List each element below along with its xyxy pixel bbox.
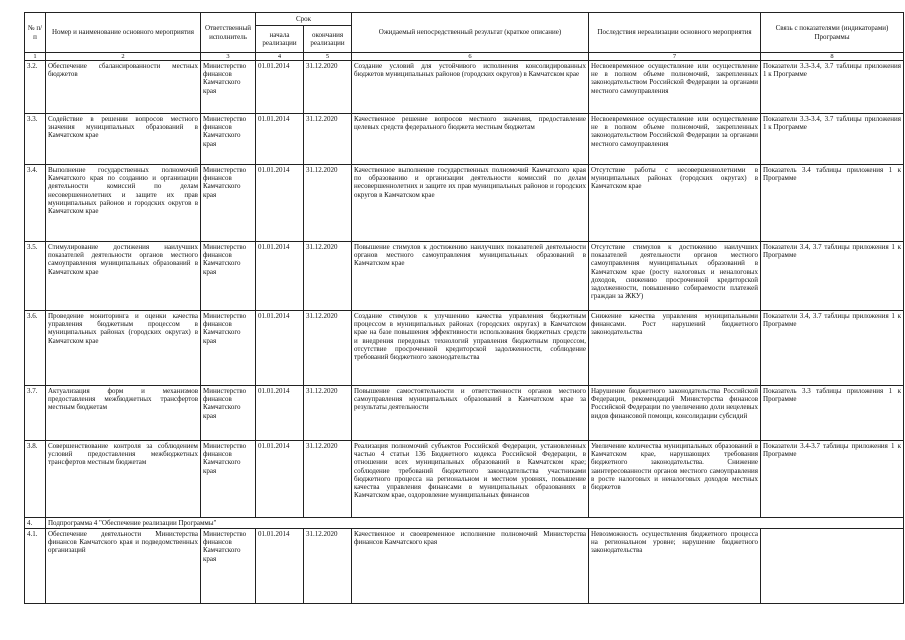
header-start: начала реализации xyxy=(256,26,304,53)
row-name: Обеспечение деятельности Министерства финансов Камчатского края и подведомственных организаций xyxy=(46,529,201,604)
row-name: Актуализация форм и механизмов предоставления межбюджетных трансфертов местным бюджетам xyxy=(46,386,201,441)
row-consequences: Невозможность осуществления бюджетного процесса на региональном уровне; нарушение бюджетного законодательства xyxy=(589,529,761,604)
header-num: № п/п xyxy=(25,13,46,53)
row-num: 3.5. xyxy=(25,242,46,311)
row-link xyxy=(761,529,904,604)
row-link: Показатели 3.4, 3.7 таблицы приложения 1 к Программе xyxy=(761,242,904,311)
column-number: 7 xyxy=(589,53,761,61)
header-row-top xyxy=(25,13,904,26)
row-result: Качественное решение вопросов местного значения, предоставление целевых средств федерального бюджета местным бюджетам xyxy=(352,114,589,165)
column-numbers-row xyxy=(25,53,904,61)
column-number: 8 xyxy=(761,53,904,61)
row-name: Содействие в решении вопросов местного значения муниципальных образований в Камчатском крае xyxy=(46,114,201,165)
table-row xyxy=(25,386,904,441)
table-row xyxy=(25,529,904,604)
row-num: 3.7. xyxy=(25,386,46,441)
header-executor: Ответственный исполнитель xyxy=(201,13,256,53)
column-number: 2 xyxy=(46,53,201,61)
row-link: Показатели 3.4, 3.7 таблицы приложения 1 к Программе xyxy=(761,311,904,386)
header-result: Ожидаемый непосредственный результат (краткое описание) xyxy=(352,13,589,53)
row-link: Показатели 3.4-3.7 таблицы приложения 1 к Программе xyxy=(761,441,904,518)
subprogram-title: Подпрограмма 4 "Обеспечение реализации Программы" xyxy=(46,518,904,529)
row-name: Проведение мониторинга и оценки качества управления бюджетным процессом в муниципальных районах (городских округах) в Камчатском крае xyxy=(46,311,201,386)
row-result: Создание условий для устойчивого исполнения консолидированных бюджетов муниципальных районов (городских округов) в Камчатском крае xyxy=(352,61,589,114)
row-end: 31.12.2020 xyxy=(304,529,352,604)
row-num: 3.4. xyxy=(25,165,46,242)
table-row xyxy=(25,61,904,114)
column-number: 4 xyxy=(256,53,304,61)
column-number: 5 xyxy=(304,53,352,61)
row-end: 31.12.2020 xyxy=(304,165,352,242)
column-number: 1 xyxy=(25,53,46,61)
row-result: Реализация полномочий субъектов Российской Федерации, установленных частью 4 статьи 136 Бюджетного кодекса Российской Федерации, в отношении всех муниципальных образований в Камчатском крае; соблюдение требований бюджетного законодательства участниками бюджетного процесса на региональном и местном уровнях, повышение качества управления финансами в муниципальных образованиях в Камчатском крае, оздоровление муниципальных финансов xyxy=(352,441,589,518)
row-start: 01.01.2014 xyxy=(256,114,304,165)
row-consequences: Несвоевременное осуществление или осуществление не в полном объеме полномочий, закрепленных законодательством Российской Федерации за органами местного самоуправления xyxy=(589,61,761,114)
row-executor: Министерство финансов Камчатского края xyxy=(201,242,256,311)
row-result: Качественное выполнение государственных полномочий Камчатского края по образованию и организации деятельности комиссий по делам несовершеннолетних и защите их прав муниципальных районов и городских округов в Камчатском крае xyxy=(352,165,589,242)
table-row xyxy=(25,114,904,165)
row-num: 3.8. xyxy=(25,441,46,518)
row-end: 31.12.2020 xyxy=(304,441,352,518)
row-end: 31.12.2020 xyxy=(304,386,352,441)
row-start: 01.01.2014 xyxy=(256,242,304,311)
row-result: Качественное и своевременное исполнение полномочий Министерства финансов Камчатского края xyxy=(352,529,589,604)
row-consequences: Нарушение бюджетного законодательства Российской Федерации, рекомендаций Министерства финансов Российской Федерации по увеличению доли нецелевых видов финансовой помощи, консолидации субсидий xyxy=(589,386,761,441)
row-end: 31.12.2020 xyxy=(304,311,352,386)
row-executor: Министерство финансов Камчатского края xyxy=(201,311,256,386)
header-link: Связь с показателями (индикаторами) Программы xyxy=(761,13,904,53)
row-name: Стимулирование достижения наилучших показателей деятельности органов местного самоуправления муниципальных образований в Камчатском крае xyxy=(46,242,201,311)
row-name: Обеспечение сбалансированности местных бюджетов xyxy=(46,61,201,114)
row-start: 01.01.2014 xyxy=(256,165,304,242)
subprogram-row xyxy=(25,518,904,529)
row-consequences: Отсутствие стимулов к достижению наилучших показателей деятельности органов местного самоуправления муниципальных образований в Камчатском крае (росту налоговых и неналоговых доходов, снижению просроченной кредиторской задолженности, повышению собираемости платежей граждан за ЖКУ) xyxy=(589,242,761,311)
row-consequences: Увеличение количества муниципальных образований в Камчатском крае, нарушающих требования бюджетного законодательства. Снижение заинтересованности органов местного самоуправления в росте налоговых и неналоговых доходов местных бюджетов xyxy=(589,441,761,518)
row-num: 4.1. xyxy=(25,529,46,604)
row-start: 01.01.2014 xyxy=(256,61,304,114)
row-end: 31.12.2020 xyxy=(304,114,352,165)
row-result: Повышение стимулов к достижению наилучших показателей деятельности органов местного самоуправления муниципальных образований в Камчатском крае xyxy=(352,242,589,311)
row-consequences: Несвоевременное осуществление или осуществление не в полном объеме полномочий, закрепленных законодательством Российской Федерации за органами местного самоуправления xyxy=(589,114,761,165)
row-name: Выполнение государственных полномочий Камчатского края по созданию и организации деятельности комиссий по делам несовершеннолетних и защите их прав муниципальных районов и городских округов в Камчатском крае xyxy=(46,165,201,242)
row-result: Повышение самостоятельности и ответственности органов местного самоуправления муниципальных образований в Камчатском крае за результаты деятельности xyxy=(352,386,589,441)
table-row xyxy=(25,441,904,518)
row-link: Показатели 3.3-3.4, 3.7 таблицы приложения 1 к Программе xyxy=(761,114,904,165)
header-consequences: Последствия нереализации основного мероприятия xyxy=(589,13,761,53)
header-name: Номер и наименование основного мероприятия xyxy=(46,13,201,53)
row-executor: Министерство финансов Камчатского края xyxy=(201,61,256,114)
row-link: Показатели 3.3-3.4, 3.7 таблицы приложения 1 к Программе xyxy=(761,61,904,114)
table-row xyxy=(25,311,904,386)
row-num: 3.6. xyxy=(25,311,46,386)
row-start: 01.01.2014 xyxy=(256,441,304,518)
row-start: 01.01.2014 xyxy=(256,529,304,604)
row-link: Показатель 3.4 таблицы приложения 1 к Программе xyxy=(761,165,904,242)
row-start: 01.01.2014 xyxy=(256,311,304,386)
subprogram-num: 4. xyxy=(25,518,46,529)
column-number: 6 xyxy=(352,53,589,61)
row-link: Показатель 3.3 таблицы приложения 1 к Программе xyxy=(761,386,904,441)
column-number: 3 xyxy=(201,53,256,61)
row-executor: Министерство финансов Камчатского края xyxy=(201,529,256,604)
row-executor: Министерство финансов Камчатского края xyxy=(201,441,256,518)
row-num: 3.3. xyxy=(25,114,46,165)
row-num: 3.2. xyxy=(25,61,46,114)
row-end: 31.12.2020 xyxy=(304,242,352,311)
header-end: окончания реализации xyxy=(304,26,352,53)
row-consequences: Отсутствие работы с несовершеннолетними в муниципальных районах (городских округах) в Камчатском крае xyxy=(589,165,761,242)
measures-table xyxy=(24,12,904,604)
row-name: Совершенствование контроля за соблюдением условий предоставления межбюджетных трансфертов местным бюджетам xyxy=(46,441,201,518)
row-executor: Министерство финансов Камчатского края xyxy=(201,386,256,441)
table-row xyxy=(25,242,904,311)
row-consequences: Снижение качества управления муниципальными финансами. Рост нарушений бюджетного законодательства xyxy=(589,311,761,386)
row-executor: Министерство финансов Камчатского края xyxy=(201,114,256,165)
row-executor: Министерство финансов Камчатского края xyxy=(201,165,256,242)
header-term: Срок xyxy=(256,13,352,26)
row-start: 01.01.2014 xyxy=(256,386,304,441)
table-row xyxy=(25,165,904,242)
row-end: 31.12.2020 xyxy=(304,61,352,114)
row-result: Создание стимулов к улучшению качества управления бюджетным процессом в муниципальных районах (городских округах) в Камчатском крае на базе повышения эффективности использования бюджетных средств и внедрения передовых технологий управления бюджетным процессом, отсутствие просроченной кредиторской задолженности, соблюдение требований бюджетного законодательства xyxy=(352,311,589,386)
